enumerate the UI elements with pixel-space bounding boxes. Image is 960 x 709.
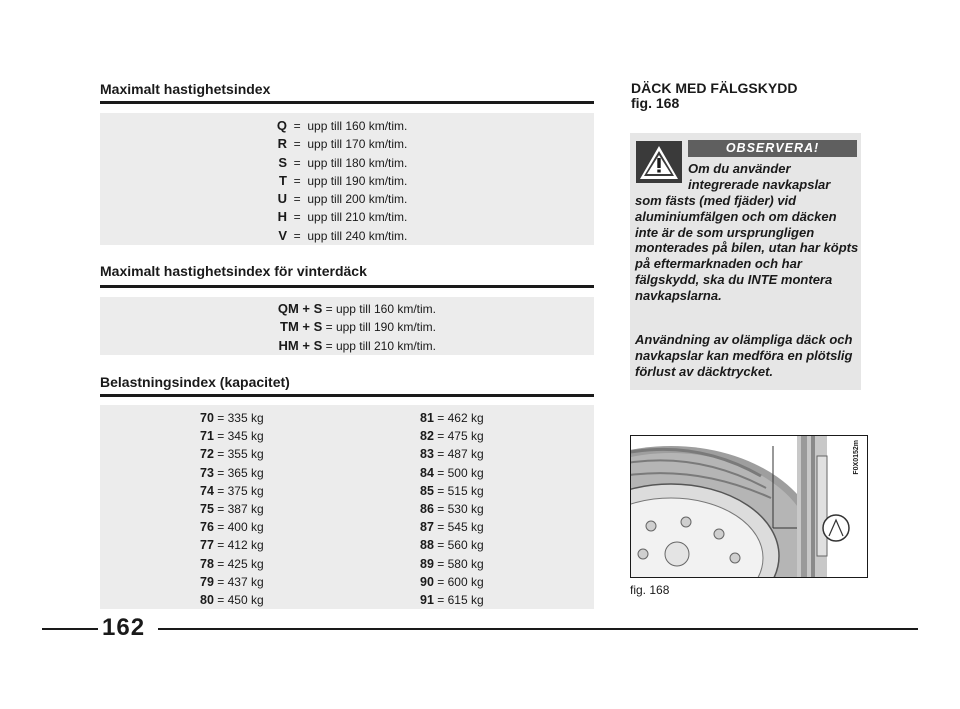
- index-row: [273, 154, 407, 172]
- index-code: 78: [200, 556, 214, 571]
- winter-speed-heading: Maximalt hastighetsindex för vinterdäck: [100, 263, 367, 279]
- index-value: = upp till 160 km/tim.: [325, 302, 436, 316]
- index-row: [200, 518, 264, 536]
- section-title: [631, 81, 797, 111]
- equals-sign: =: [287, 228, 308, 243]
- tyre-illustration: [631, 436, 867, 577]
- index-row: [258, 300, 436, 318]
- index-row: [273, 135, 407, 153]
- index-row: [200, 591, 264, 609]
- index-value: = 475 kg: [437, 429, 484, 444]
- index-row: [420, 591, 484, 609]
- index-value: upp till 200 km/tim.: [307, 192, 408, 207]
- load-index-heading: Belastningsindex (kapacitet): [100, 374, 290, 390]
- note-paragraph-1-rest: som fästs (med fjäder) vid aluminiumfälgen och om däcken inte är de som ursprungligen monterades på bilen, utan har köpts på eftermarknaden och har fälgskydd, ska du INTE montera navkapslarna.: [635, 193, 859, 303]
- index-value: = 515 kg: [437, 483, 484, 498]
- index-value: upp till 180 km/tim.: [307, 155, 408, 170]
- index-value: = 345 kg: [217, 429, 264, 444]
- index-code: 86: [420, 502, 434, 517]
- index-value: = 412 kg: [217, 538, 264, 553]
- index-code: 89: [420, 556, 434, 571]
- index-value: = 500 kg: [437, 465, 484, 480]
- index-value: = 375 kg: [217, 483, 264, 498]
- index-code: 88: [420, 538, 434, 553]
- index-row: [420, 500, 484, 518]
- index-row: [420, 555, 484, 573]
- index-row: [420, 464, 484, 482]
- index-value: upp till 190 km/tim.: [307, 173, 408, 188]
- index-code: 80: [200, 593, 214, 608]
- index-code: 70: [200, 411, 214, 425]
- index-code: 87: [420, 520, 434, 535]
- index-value: upp till 210 km/tim.: [307, 210, 408, 225]
- index-code: 82: [420, 429, 434, 444]
- observera-label: OBSERVERA!: [688, 140, 857, 157]
- note-paragraph-2: Användning av olämpliga däck och navkapslar kan medföra en plötslig förlust av däcktrycket.: [635, 332, 853, 379]
- index-code: 72: [200, 447, 214, 462]
- index-value: = 580 kg: [437, 556, 484, 571]
- index-row: [273, 227, 407, 245]
- figure-caption: fig. 168: [630, 583, 670, 597]
- index-row: [420, 482, 484, 500]
- index-value: = 530 kg: [437, 502, 484, 517]
- index-value: = 560 kg: [437, 538, 484, 553]
- index-row: [420, 573, 484, 591]
- index-code: T: [279, 172, 287, 188]
- figure-code: F0X0152m: [853, 440, 860, 475]
- index-code: 74: [200, 483, 214, 498]
- index-value: = 425 kg: [217, 556, 264, 571]
- index-row: [200, 464, 264, 482]
- index-row: [200, 445, 264, 463]
- index-row: [273, 208, 407, 226]
- index-value: = 335 kg: [217, 411, 264, 425]
- footer-rule-left: [42, 628, 98, 630]
- speed-index-panel: [100, 113, 594, 245]
- index-value: = 600 kg: [437, 574, 484, 589]
- index-code: S: [278, 154, 287, 170]
- equals-sign: =: [287, 210, 308, 225]
- equals-sign: =: [287, 137, 308, 152]
- index-code: Q: [276, 118, 287, 133]
- section-fig-ref: fig. 168: [631, 95, 680, 111]
- equals-sign: =: [287, 192, 308, 207]
- winter-speed-list: [258, 300, 436, 355]
- index-value: upp till 170 km/tim.: [307, 137, 408, 152]
- index-code: V: [278, 227, 287, 243]
- load-index-column-2: [420, 409, 484, 609]
- index-code: 84: [420, 465, 434, 480]
- warning-note-box: [630, 133, 861, 390]
- index-value: = 365 kg: [217, 465, 264, 480]
- index-row: [273, 172, 407, 190]
- speed-index-heading: Maximalt hastighetsindex: [100, 81, 271, 97]
- index-row: [200, 500, 264, 518]
- index-code: TM + S: [280, 319, 323, 335]
- index-row: [273, 190, 407, 208]
- index-code: 77: [200, 538, 214, 553]
- equals-sign: =: [287, 173, 308, 188]
- load-index-column-1: [200, 409, 264, 609]
- index-row: [258, 337, 436, 355]
- index-value: = 437 kg: [217, 574, 264, 589]
- page-number: 162: [102, 614, 146, 641]
- index-code: 83: [420, 447, 434, 462]
- speed-index-rule: [100, 101, 594, 104]
- index-value: = 545 kg: [437, 520, 484, 535]
- index-value: upp till 160 km/tim.: [307, 119, 408, 133]
- index-row: [420, 427, 484, 445]
- winter-speed-panel: [100, 297, 594, 355]
- index-code: U: [277, 191, 287, 207]
- index-code: 91: [420, 593, 434, 608]
- index-row: [258, 318, 436, 336]
- index-value: = upp till 190 km/tim.: [325, 320, 436, 335]
- section-title-text: DÄCK MED FÄLGSKYDD: [631, 80, 798, 96]
- index-value: = 387 kg: [217, 502, 264, 517]
- warning-triangle-icon: [636, 141, 682, 183]
- index-code: 76: [200, 520, 214, 535]
- tyre-figure: [630, 435, 868, 578]
- index-code: 85: [420, 483, 434, 498]
- load-index-panel: [100, 405, 594, 609]
- index-row: [420, 518, 484, 536]
- speed-index-list: [273, 117, 407, 245]
- index-value: = 615 kg: [437, 593, 484, 608]
- index-row: [420, 445, 484, 463]
- index-code: QM + S: [277, 301, 323, 316]
- index-row: [200, 409, 264, 427]
- equals-sign: =: [287, 119, 308, 133]
- index-code: 79: [200, 574, 214, 589]
- index-code: H: [277, 209, 287, 225]
- index-row: [420, 536, 484, 554]
- winter-speed-rule: [100, 285, 594, 288]
- index-value: upp till 240 km/tim.: [307, 228, 408, 243]
- index-value: = upp till 210 km/tim.: [325, 338, 436, 353]
- index-code: 90: [420, 574, 434, 589]
- index-value: = 487 kg: [437, 447, 484, 462]
- index-row: [200, 573, 264, 591]
- index-value: = 450 kg: [217, 593, 264, 608]
- index-code: 73: [200, 465, 214, 480]
- index-code: R: [277, 136, 287, 152]
- index-row: [200, 536, 264, 554]
- index-value: = 400 kg: [217, 520, 264, 535]
- index-value: = 462 kg: [437, 411, 484, 425]
- index-row: [420, 409, 484, 427]
- index-code: 75: [200, 502, 214, 517]
- index-row: [200, 555, 264, 573]
- index-row: [200, 482, 264, 500]
- index-code: 81: [420, 411, 434, 425]
- note-paragraph-1-start: Om du använder integrerade navkapslar: [688, 161, 831, 192]
- index-row: [273, 117, 407, 135]
- load-index-rule: [100, 394, 594, 397]
- index-code: 71: [200, 429, 214, 444]
- index-row: [200, 427, 264, 445]
- index-code: HM + S: [278, 337, 323, 353]
- footer-rule-right: [158, 628, 918, 630]
- index-value: = 355 kg: [217, 447, 264, 462]
- equals-sign: =: [287, 155, 308, 170]
